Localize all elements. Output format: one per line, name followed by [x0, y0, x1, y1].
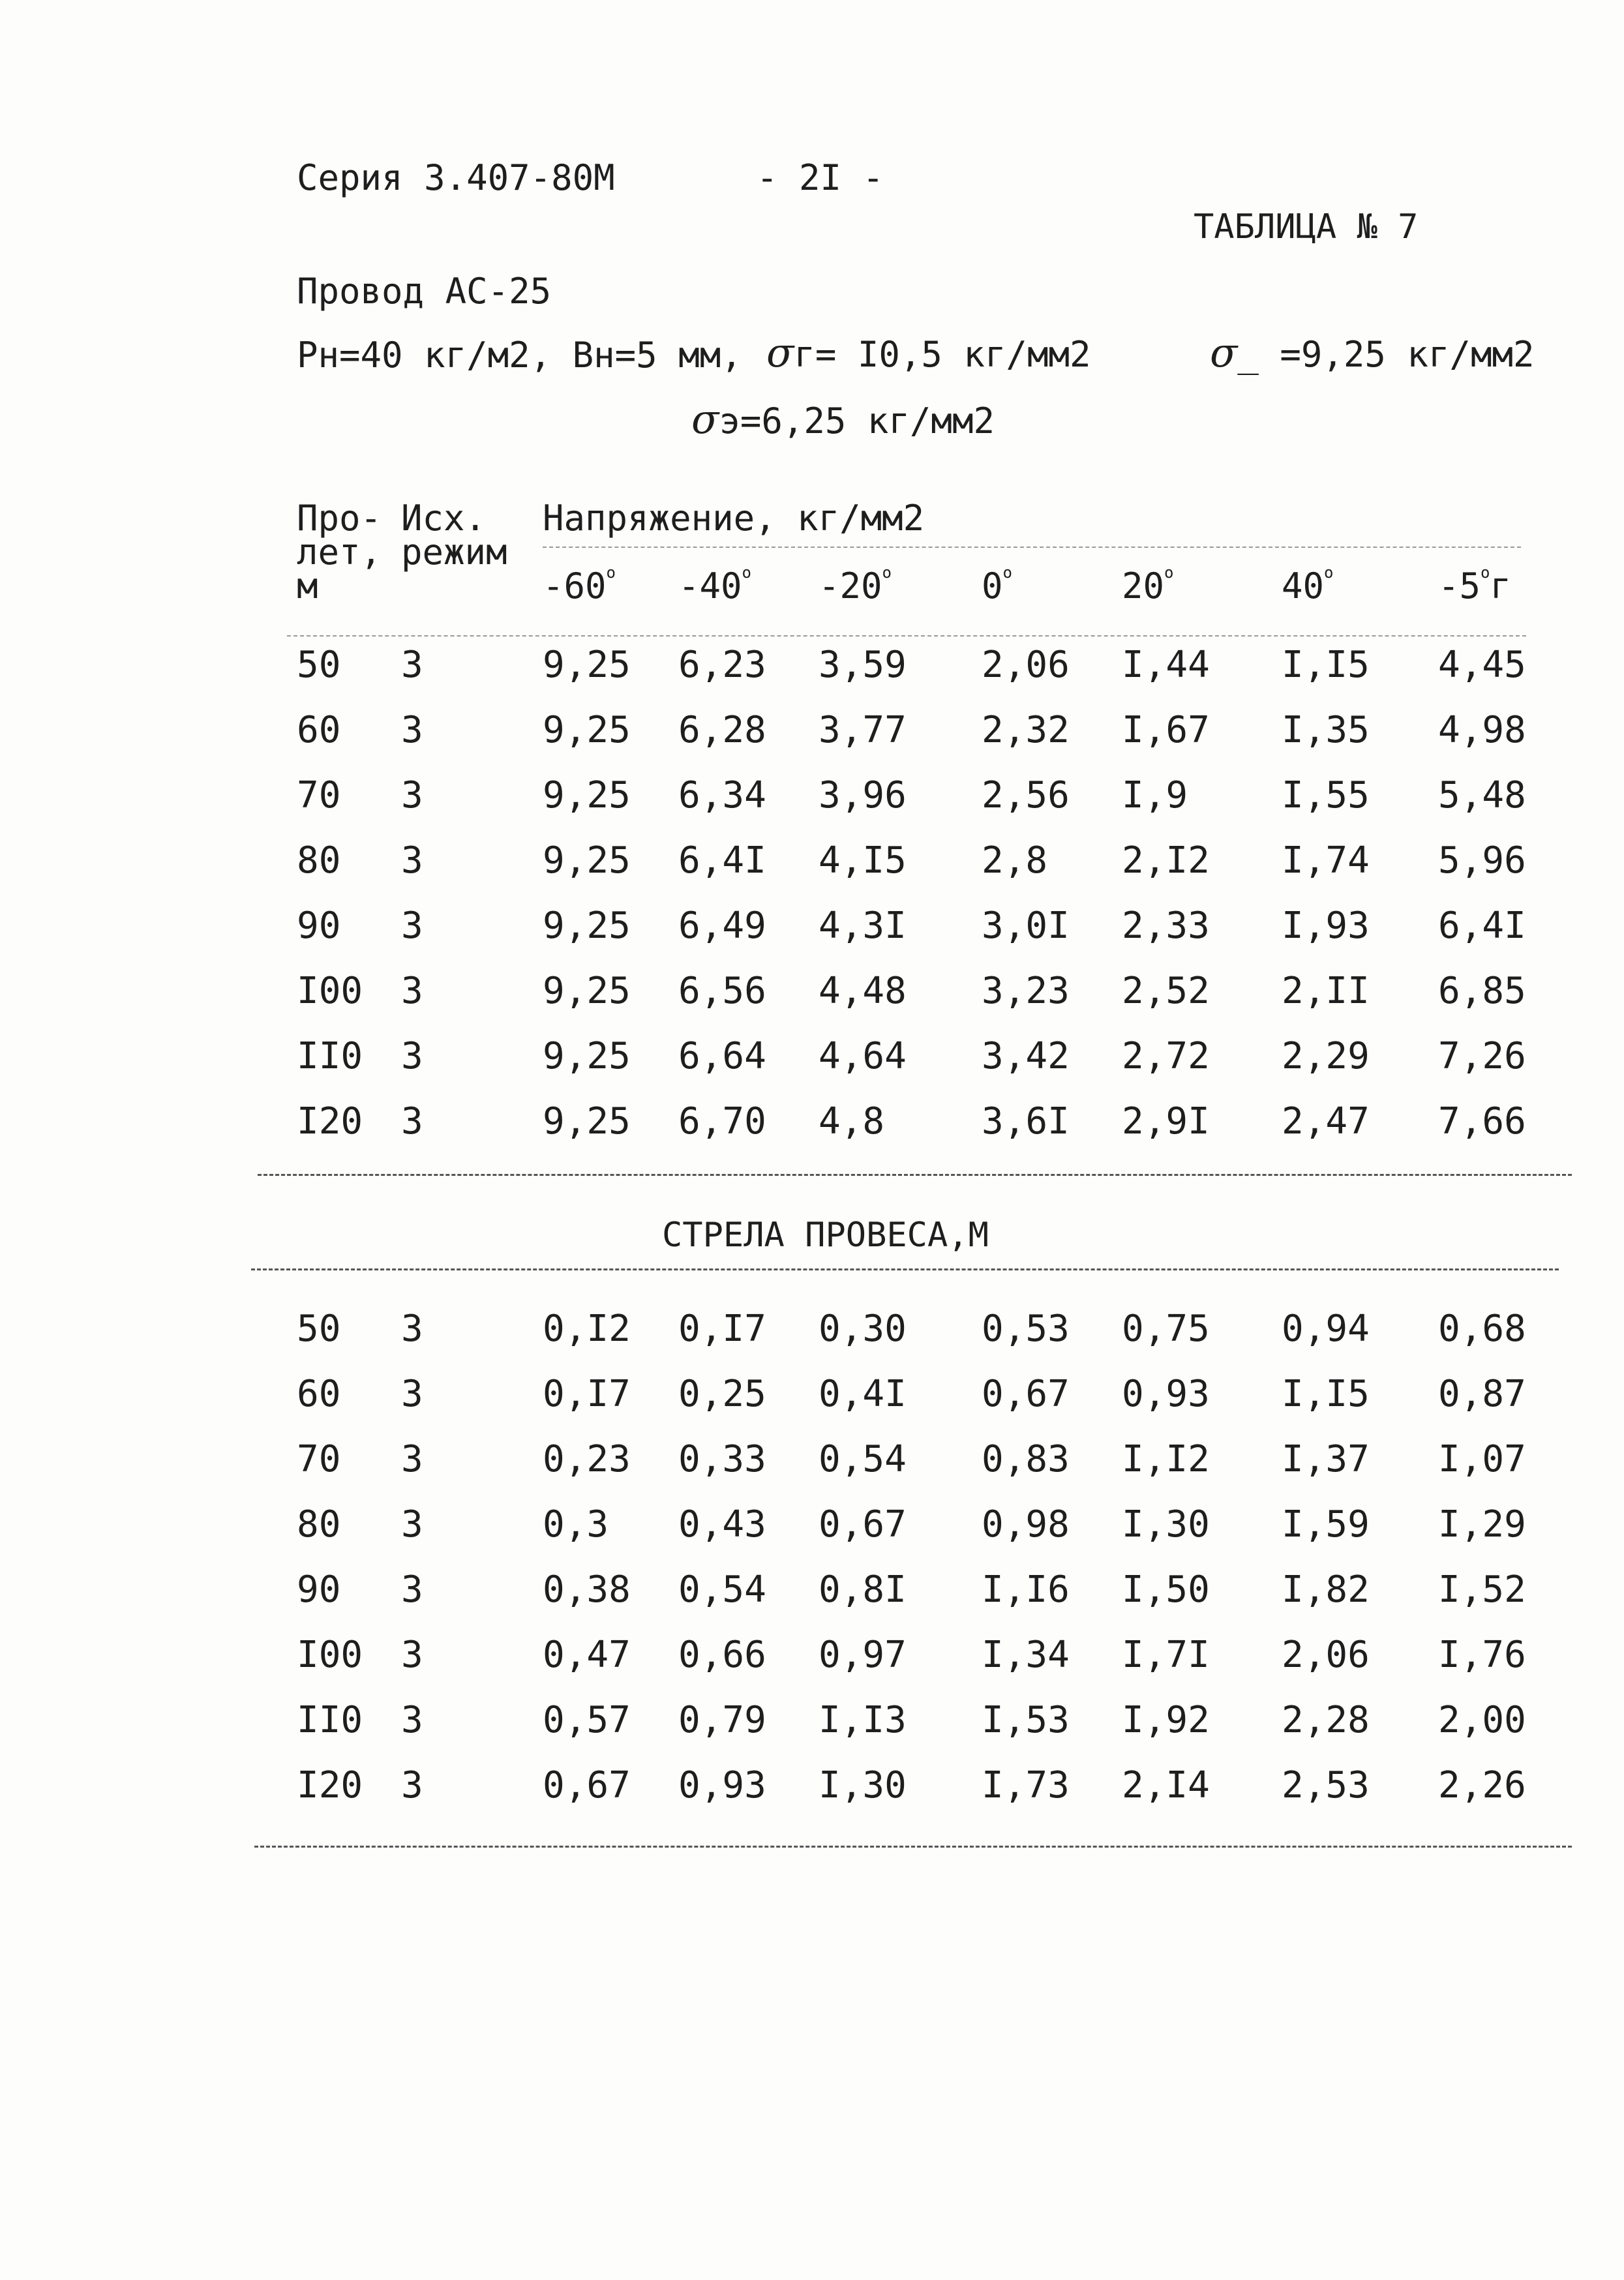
load-params: Рн=40 кг/м2, Вн=5 мм,: [297, 335, 742, 376]
value-cell: 6,70: [678, 1100, 766, 1143]
value-cell: 9,25: [543, 839, 631, 882]
value-cell: 2,I4: [1122, 1764, 1210, 1807]
span-cell: I00: [297, 970, 363, 1012]
mode-cell: 3: [401, 1503, 423, 1546]
value-cell: I,30: [819, 1764, 907, 1807]
mode-cell: 3: [401, 1634, 423, 1676]
value-cell: 4,64: [819, 1035, 907, 1077]
col-mode-header: [401, 498, 507, 573]
value-cell: I,37: [1282, 1438, 1370, 1480]
span-cell: 50: [297, 644, 341, 686]
stress-row: [0, 970, 1624, 1019]
value-cell: 4,I5: [819, 839, 907, 882]
value-cell: 0,67: [982, 1373, 1070, 1415]
mode-cell: 3: [401, 905, 423, 947]
value-cell: I,59: [1282, 1503, 1370, 1546]
span-cell: 80: [297, 1503, 341, 1546]
value-cell: 0,67: [819, 1503, 907, 1546]
value-cell: 6,4I: [678, 839, 766, 882]
value-cell: 0,87: [1438, 1373, 1526, 1415]
value-cell: I,I2: [1122, 1438, 1210, 1480]
value-cell: 2,47: [1282, 1100, 1370, 1143]
value-cell: 0,I7: [678, 1308, 766, 1350]
value-cell: 3,6I: [982, 1100, 1070, 1143]
value-cell: I,76: [1438, 1634, 1526, 1676]
value-cell: 3,96: [819, 774, 907, 817]
value-cell: I,92: [1122, 1699, 1210, 1741]
stress-row: [0, 1035, 1624, 1084]
sag-row: [0, 1373, 1624, 1422]
value-cell: I,I5: [1282, 1373, 1370, 1415]
value-cell: 2,06: [1282, 1634, 1370, 1676]
span-cell: 90: [297, 1568, 341, 1611]
col-span-line2: лет,: [297, 532, 382, 573]
value-cell: I,30: [1122, 1503, 1210, 1546]
mode-cell: 3: [401, 1438, 423, 1480]
value-cell: I,I6: [982, 1568, 1070, 1611]
span-cell: 60: [297, 709, 341, 751]
span-cell: II0: [297, 1699, 363, 1741]
value-cell: I,29: [1438, 1503, 1526, 1546]
value-cell: 4,8: [819, 1100, 885, 1143]
value-cell: 9,25: [543, 970, 631, 1012]
value-cell: 2,26: [1438, 1764, 1526, 1807]
value-cell: 3,59: [819, 644, 907, 686]
value-cell: 0,I7: [543, 1373, 631, 1415]
value-cell: 0,54: [678, 1568, 766, 1611]
col-mode-line1: Исх.: [401, 498, 487, 539]
value-cell: 0,3: [543, 1503, 609, 1546]
temp-0: 0$^o$: [982, 563, 1012, 607]
value-cell: 9,25: [543, 709, 631, 751]
value-cell: 2,9I: [1122, 1100, 1210, 1143]
value-cell: 0,93: [678, 1764, 766, 1807]
value-cell: I,67: [1122, 709, 1210, 751]
header-bottom-line: [287, 635, 1526, 637]
span-cell: I00: [297, 1634, 363, 1676]
value-cell: I,9: [1122, 774, 1188, 817]
stress-row: [0, 774, 1624, 823]
sag-row: [0, 1699, 1624, 1748]
value-cell: I,I3: [819, 1699, 907, 1741]
value-cell: 9,25: [543, 644, 631, 686]
value-cell: 0,75: [1122, 1308, 1210, 1350]
value-cell: 0,23: [543, 1438, 631, 1480]
value-cell: I,50: [1122, 1568, 1210, 1611]
value-cell: 0,54: [819, 1438, 907, 1480]
value-cell: 0,79: [678, 1699, 766, 1741]
stress-bottom-line: [258, 1174, 1572, 1176]
temp-m40: -40$^o$: [678, 563, 751, 607]
value-cell: 2,00: [1438, 1699, 1526, 1741]
value-cell: I,52: [1438, 1568, 1526, 1611]
value-cell: 2,56: [982, 774, 1070, 817]
sag-title: СТРЕЛА ПРОВЕСА,М: [662, 1216, 989, 1255]
value-cell: 0,97: [819, 1634, 907, 1676]
sag-row: [0, 1438, 1624, 1487]
value-cell: I,07: [1438, 1438, 1526, 1480]
sigma-symbol-icon: σ: [766, 329, 794, 376]
value-cell: I,73: [982, 1764, 1070, 1807]
value-cell: 9,25: [543, 774, 631, 817]
value-cell: 4,98: [1438, 709, 1526, 751]
value-cell: I,44: [1122, 644, 1210, 686]
sigma-g-value: г= I0,5 кг/мм2: [794, 334, 1091, 375]
col-span-line1: Про-: [297, 498, 382, 539]
value-cell: 6,64: [678, 1035, 766, 1077]
value-cell: 3,0I: [982, 905, 1070, 947]
value-cell: 2,33: [1122, 905, 1210, 947]
mode-cell: 3: [401, 709, 423, 751]
value-cell: 0,47: [543, 1634, 631, 1676]
sigma-symbol-icon: σ: [691, 395, 719, 443]
page-number: - 2I -: [757, 157, 884, 198]
sigma-minus-value: _ =9,25 кг/мм2: [1237, 334, 1535, 375]
value-cell: 5,96: [1438, 839, 1526, 882]
value-cell: 2,52: [1122, 970, 1210, 1012]
header-subline: [543, 547, 1521, 548]
span-cell: 90: [297, 905, 341, 947]
value-cell: 7,66: [1438, 1100, 1526, 1143]
value-cell: 6,49: [678, 905, 766, 947]
value-cell: 0,30: [819, 1308, 907, 1350]
value-cell: 2,06: [982, 644, 1070, 686]
value-cell: 0,43: [678, 1503, 766, 1546]
value-cell: 2,32: [982, 709, 1070, 751]
wire-type: Провод АС-25: [297, 271, 552, 312]
sag-row: [0, 1503, 1624, 1552]
value-cell: 2,72: [1122, 1035, 1210, 1077]
sigma-e: [691, 395, 995, 443]
mode-cell: 3: [401, 1035, 423, 1077]
value-cell: 4,3I: [819, 905, 907, 947]
value-cell: 0,68: [1438, 1308, 1526, 1350]
value-cell: 6,4I: [1438, 905, 1526, 947]
span-cell: I20: [297, 1100, 363, 1143]
value-cell: 0,33: [678, 1438, 766, 1480]
col-mode-line2: режим: [401, 532, 507, 573]
span-cell: 70: [297, 774, 341, 817]
value-cell: 0,53: [982, 1308, 1070, 1350]
value-cell: 6,34: [678, 774, 766, 817]
value-cell: 6,56: [678, 970, 766, 1012]
col-span-line3: м: [297, 565, 318, 607]
mode-cell: 3: [401, 644, 423, 686]
value-cell: I,93: [1282, 905, 1370, 947]
span-cell: I20: [297, 1764, 363, 1807]
value-cell: 2,53: [1282, 1764, 1370, 1807]
sigma-g: [766, 329, 1091, 376]
span-cell: 50: [297, 1308, 341, 1350]
span-cell: 70: [297, 1438, 341, 1480]
mode-cell: 3: [401, 774, 423, 817]
mode-cell: 3: [401, 839, 423, 882]
value-cell: 0,57: [543, 1699, 631, 1741]
mode-cell: 3: [401, 1308, 423, 1350]
mode-cell: 3: [401, 970, 423, 1012]
sag-row: [0, 1634, 1624, 1683]
mode-cell: 3: [401, 1699, 423, 1741]
mode-cell: 3: [401, 1568, 423, 1611]
series-label: Серия 3.407-80М: [297, 157, 615, 198]
stress-row: [0, 839, 1624, 888]
sigma-e-value: э=6,25 кг/мм2: [719, 400, 995, 442]
value-cell: I,74: [1282, 839, 1370, 882]
value-cell: I,I5: [1282, 644, 1370, 686]
sigma-symbol-icon: σ: [1210, 329, 1238, 376]
value-cell: 0,93: [1122, 1373, 1210, 1415]
temp-m20: -20$^o$: [819, 563, 892, 607]
span-cell: 80: [297, 839, 341, 882]
value-cell: 0,83: [982, 1438, 1070, 1480]
mode-cell: 3: [401, 1100, 423, 1143]
value-cell: 6,28: [678, 709, 766, 751]
value-cell: 6,85: [1438, 970, 1526, 1012]
col-span-header: [297, 498, 382, 607]
mode-cell: 3: [401, 1373, 423, 1415]
value-cell: 0,I2: [543, 1308, 631, 1350]
value-cell: 2,II: [1282, 970, 1370, 1012]
value-cell: 9,25: [543, 1100, 631, 1143]
value-cell: 0,25: [678, 1373, 766, 1415]
sigma-minus: [1210, 329, 1535, 376]
value-cell: I,53: [982, 1699, 1070, 1741]
value-cell: 0,8I: [819, 1568, 907, 1611]
value-cell: 0,98: [982, 1503, 1070, 1546]
temp-40: 40$^o$: [1282, 563, 1334, 607]
mode-cell: 3: [401, 1764, 423, 1807]
value-cell: 2,I2: [1122, 839, 1210, 882]
value-cell: 3,23: [982, 970, 1070, 1012]
stress-row: [0, 644, 1624, 693]
span-cell: II0: [297, 1035, 363, 1077]
sag-title-line: [251, 1268, 1559, 1270]
value-cell: 0,4I: [819, 1373, 907, 1415]
table-title: ТАБЛИЦА № 7: [1194, 207, 1419, 247]
value-cell: 5,48: [1438, 774, 1526, 817]
value-cell: I,35: [1282, 709, 1370, 751]
stress-row: [0, 709, 1624, 758]
value-cell: 0,67: [543, 1764, 631, 1807]
table-bottom-line: [254, 1846, 1572, 1848]
stress-row: [0, 1100, 1624, 1149]
span-cell: 60: [297, 1373, 341, 1415]
value-cell: 0,66: [678, 1634, 766, 1676]
value-cell: I,34: [982, 1634, 1070, 1676]
value-cell: 4,45: [1438, 644, 1526, 686]
sag-row: [0, 1764, 1624, 1813]
value-cell: 6,23: [678, 644, 766, 686]
value-cell: 9,25: [543, 1035, 631, 1077]
temp-m60: -60$^o$: [543, 563, 616, 607]
value-cell: 2,29: [1282, 1035, 1370, 1077]
value-cell: I,82: [1282, 1568, 1370, 1611]
value-cell: 0,38: [543, 1568, 631, 1611]
value-cell: 3,42: [982, 1035, 1070, 1077]
value-cell: I,7I: [1122, 1634, 1210, 1676]
sag-row: [0, 1308, 1624, 1357]
value-cell: 3,77: [819, 709, 907, 751]
temp-m5-g: -5$^o$г: [1438, 563, 1511, 607]
value-cell: 2,8: [982, 839, 1048, 882]
stress-header: Напряжение, кг/мм2: [543, 498, 925, 539]
value-cell: 0,94: [1282, 1308, 1370, 1350]
temp-20: 20$^o$: [1122, 563, 1174, 607]
sag-row: [0, 1568, 1624, 1617]
value-cell: 4,48: [819, 970, 907, 1012]
value-cell: 9,25: [543, 905, 631, 947]
value-cell: I,55: [1282, 774, 1370, 817]
value-cell: 2,28: [1282, 1699, 1370, 1741]
value-cell: 7,26: [1438, 1035, 1526, 1077]
stress-row: [0, 905, 1624, 953]
